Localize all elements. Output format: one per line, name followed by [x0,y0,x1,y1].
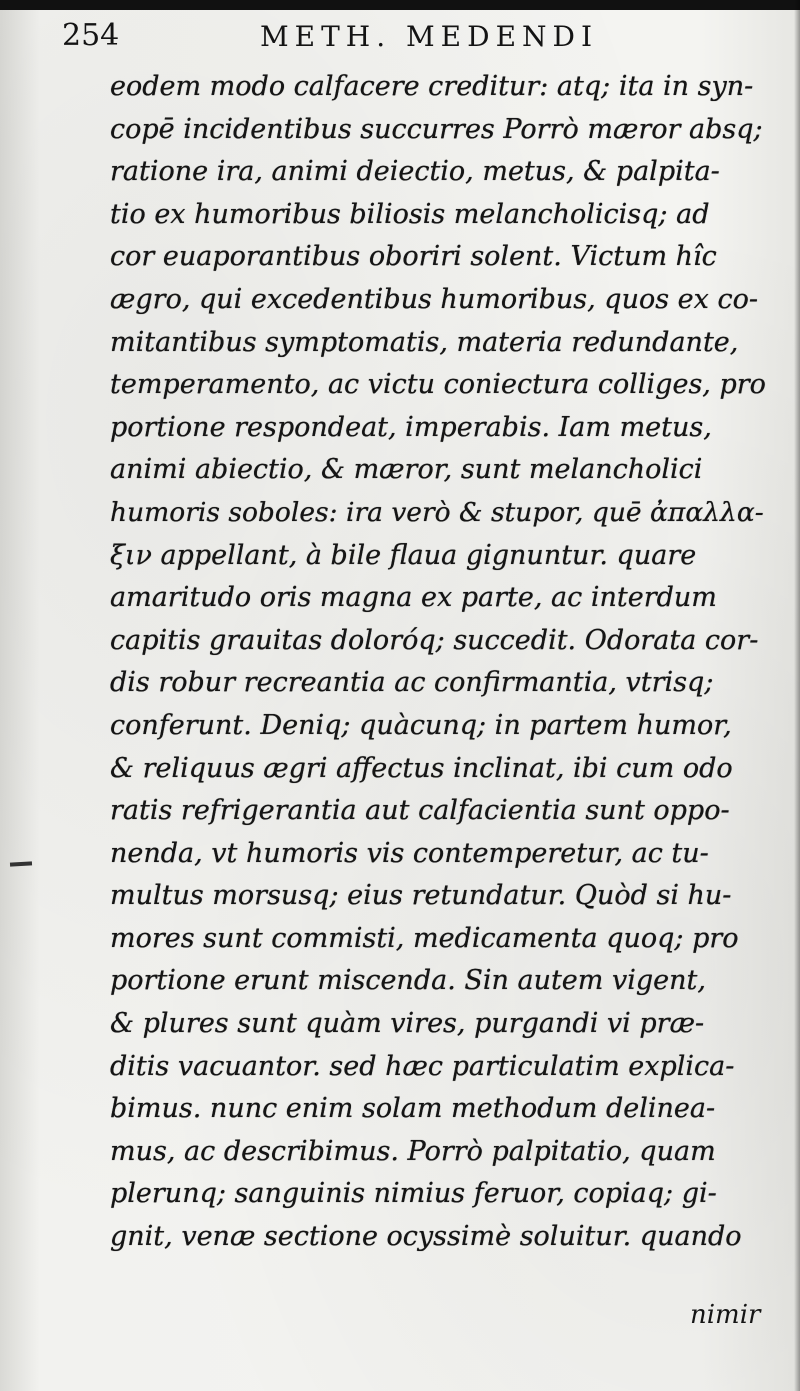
text-line: temperamento, ac victu coniectura colliges, pro [110,369,766,401]
text-line: mus, ac describimus. Porrò palpitatio, quam [110,1135,716,1167]
text-line: copē incidentibus succurres Porrò mæror absq; [110,113,763,145]
page-top-edge [0,0,800,10]
text-line: mitantibus symptomatis, materia redundante, [110,326,739,358]
text-line: portione respondeat, imperabis. Iam metus, [110,411,712,443]
page-right-shadow [794,0,800,1391]
text-line: cor euaporantibus oboriri solent. Victum hîc [110,241,717,273]
page-number: 254 [62,18,120,53]
text-line: ratione ira, animi deiectio, metus, & palpita- [110,156,720,188]
text-line: & reliquus ægri affectus inclinat, ibi cum odo [110,752,733,784]
text-line: humoris soboles: ira verò & stupor, quē ἀπαλλα- [110,496,764,528]
text-line: multus morsusq; eius retundatur. Quòd si hu- [110,880,732,912]
text-line: plerunq; sanguinis nimius feruor, copiaq; gi- [110,1178,717,1210]
text-line: conferunt. Deniq; quàcunq; in partem humor, [110,709,732,741]
text-line: capitis grauitas doloróq; succedit. Odorata cor- [110,624,759,656]
margin-mark [10,861,32,866]
text-line: animi abiectio, & mæror, sunt melancholici [110,454,703,486]
text-line: ægro, qui excedentibus humoribus, quos ex co- [110,283,758,315]
text-line: gnit, venæ sectione ocyssimè soluitur. quando [110,1221,742,1253]
text-line: ditis vacuantor. sed hæc particulatim explica- [110,1050,735,1082]
text-line: eodem modo calfacere creditur: atq; ita in syn- [110,71,754,102]
text-line: nenda, vt humoris vis contemperetur, ac tu- [110,837,709,869]
text-line: ξιν appellant, à bile flaua gignuntur. quare [110,539,697,571]
text-line: ratis refrigerantia aut calfacientia sunt oppo- [110,795,730,827]
text-line: dis robur recreantia ac confirmantia, vtrisq; [110,667,714,699]
text-line: portione erunt miscenda. Sin autem vigent, [110,965,706,997]
body-text [110,66,770,1259]
catchword: nimir [690,1300,761,1330]
text-line: bimus. nunc enim solam methodum delinea- [110,1093,716,1125]
text-line: amaritudo oris magna ex parte, ac interdum [110,582,717,614]
page-header [60,18,760,62]
running-head: METH. MEDENDI [260,20,599,53]
text-line: & plures sunt quàm vires, purgandi vi præ- [110,1008,705,1040]
text-line: mores sunt commisti, medicamenta quoq; pro [110,922,739,954]
text-line: tio ex humoribus biliosis melancholicisq; ad [110,198,710,230]
